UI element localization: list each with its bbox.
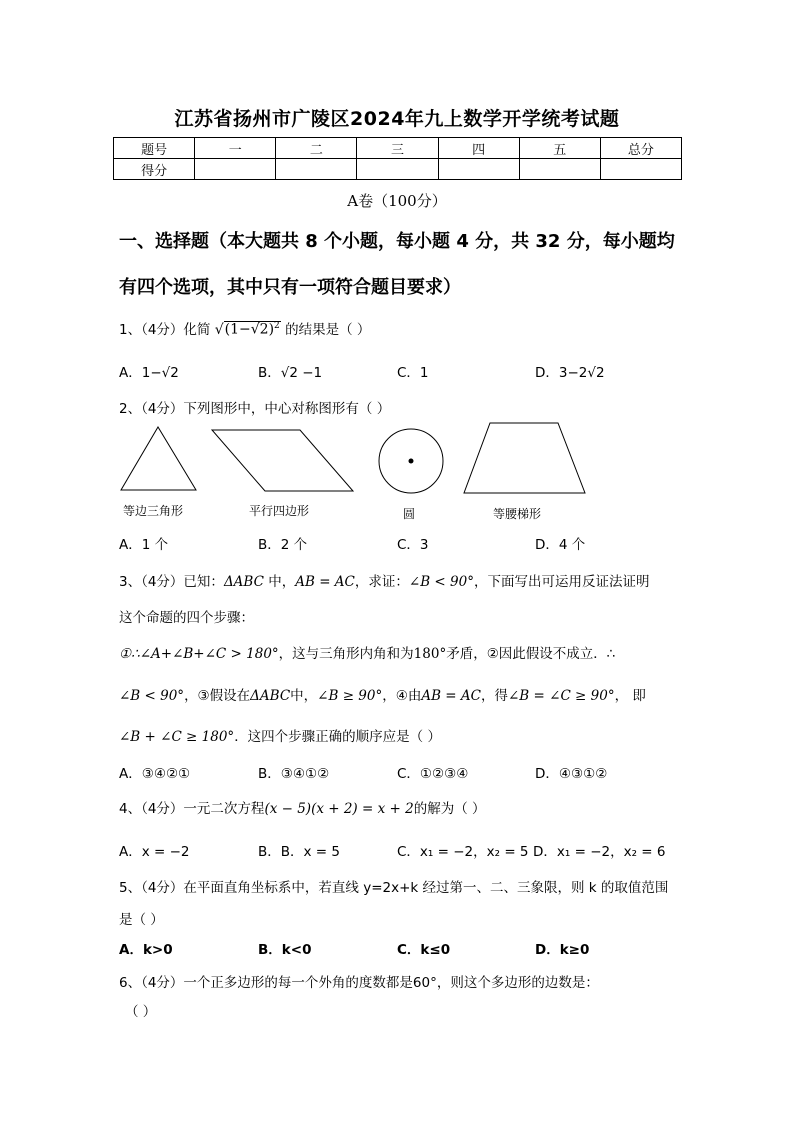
score-cell[interactable] — [600, 159, 681, 180]
question-3-line4 — [119, 684, 646, 704]
q3-text: ，这与三角形内角和为 — [278, 646, 414, 662]
q3-math: ①∴∠A+∠B+∠C > 180° — [119, 646, 279, 662]
q5-option-d[interactable]: D．k≥0 — [535, 942, 590, 958]
q3-text: ， 即 — [614, 688, 646, 704]
score-header-cell: 四 — [438, 138, 519, 159]
q2-option-d[interactable]: D．4 个 — [535, 537, 586, 553]
q3-text: ．这四个步骤正确的顺序应是（ ） — [234, 729, 441, 745]
q3-math: ∠B = ∠C ≥ 90° — [508, 688, 615, 704]
q3-text: 矛盾，②因此假设不成立．∴ — [446, 646, 616, 662]
score-cell[interactable] — [276, 159, 357, 180]
q1-option-b[interactable]: B．√2 −1 — [258, 365, 323, 381]
q3-text: ，下面写出可运用反证法证明 — [473, 574, 650, 590]
q3-text: ，④由 — [382, 688, 422, 704]
q3-option-b[interactable]: B．③④①② — [258, 766, 330, 782]
q1-radicand: (1−√2) — [224, 322, 275, 338]
parallelogram-figure — [212, 430, 353, 491]
q2-option-a[interactable]: A．1 个 — [119, 537, 169, 553]
q3-option-c[interactable]: C．①②③④ — [397, 766, 469, 782]
question-4-stem — [119, 797, 486, 817]
q5-option-b[interactable]: B．k<0 — [258, 942, 312, 958]
q1-prefix: 1、（4分）化简 — [119, 322, 211, 338]
question-3-line2: 这个命题的四个步骤： — [119, 610, 254, 626]
score-cell[interactable] — [438, 159, 519, 180]
figure-label-triangle: 等边三角形 — [123, 504, 184, 518]
score-header-cell: 五 — [519, 138, 600, 159]
question-3-line5 — [119, 725, 441, 745]
q1-exponent: 2 — [274, 321, 280, 332]
q3-text: 中， — [290, 688, 318, 704]
score-header-cell: 题号 — [114, 138, 195, 159]
isosceles-trapezoid-figure — [464, 423, 585, 493]
q3-option-a[interactable]: A．③④②① — [119, 766, 191, 782]
page-title: 江苏省扬州市广陵区2024年九上数学开学统考试题 — [174, 108, 620, 130]
question-1-stem — [119, 318, 370, 338]
q3-math: ΔABC — [250, 688, 291, 704]
score-header-cell: 二 — [276, 138, 357, 159]
q3-math: AB = AC — [421, 688, 481, 704]
q3-math: ∠B ≥ 90° — [317, 688, 383, 704]
score-header-cell: 三 — [357, 138, 438, 159]
q3-math: ∠B + ∠C ≥ 180° — [119, 729, 235, 745]
q2-figures — [110, 420, 610, 500]
score-table — [113, 137, 682, 180]
score-header-cell: 一 — [195, 138, 276, 159]
q3-math: 180° — [413, 646, 447, 662]
q5-option-c[interactable]: C．k≤0 — [397, 942, 451, 958]
score-row-label: 得分 — [114, 159, 195, 180]
q3-math: ∠B < 90° — [119, 688, 185, 704]
part1-heading-line2: 有四个选项，其中只有一项符合题目要求） — [119, 277, 461, 298]
q3-math: ΔABC — [223, 574, 264, 590]
q3-math: ∠B < 90° — [408, 574, 474, 590]
q4-math: (x − 5)(x + 2) = x + 2 — [264, 801, 414, 817]
q3-math: AB = AC — [295, 574, 355, 590]
question-2-stem: 2、（4分）下列图形中，中心对称图形有（ ） — [119, 401, 391, 417]
question-5-line1: 5、（4分）在平面直角坐标系中，若直线 y=2x+k 经过第一、二、三象限，则 k 的取值范围 — [119, 880, 669, 896]
figure-label-circle: 圆 — [403, 507, 416, 521]
q3-text: 中， — [263, 574, 296, 590]
q3-text: 3、（4分）已知： — [119, 574, 224, 590]
question-6-line2: （ ） — [125, 1004, 157, 1020]
score-table-score-row — [114, 159, 682, 180]
q4-text: 4、（4分）一元二次方程 — [119, 801, 265, 817]
equilateral-triangle-figure — [121, 427, 196, 490]
q3-text: ，得 — [481, 688, 508, 704]
q1-option-d[interactable]: D．3−2√2 — [535, 365, 605, 381]
circle-center-dot — [409, 459, 414, 464]
score-cell[interactable] — [519, 159, 600, 180]
q5-option-a[interactable]: A．k>0 — [119, 942, 173, 958]
section-heading: A卷（100分） — [347, 192, 447, 210]
question-3-line3 — [119, 642, 615, 662]
question-6-line1: 6、（4分）一个正多边形的每一个外角的度数都是60°，则这个多边形的边数是： — [119, 975, 599, 991]
q1-suffix: 的结果是（ ） — [285, 322, 371, 338]
figure-label-trapezoid: 等腰梯形 — [493, 507, 542, 521]
question-3-line1 — [119, 570, 649, 590]
question-5-line2: 是（ ） — [119, 912, 164, 928]
q3-text: ，求证： — [354, 574, 409, 590]
q4-option-d[interactable]: D．x₁ = −2，x₂ = 6 — [533, 844, 666, 860]
q2-option-b[interactable]: B．2 个 — [258, 537, 308, 553]
part1-heading-line1: 一、选择题（本大题共 8 个小题，每小题 4 分，共 32 分，每小题均 — [119, 231, 675, 252]
sqrt-expression: $√(1-√2)^2$ — [214, 321, 280, 338]
score-cell[interactable] — [195, 159, 276, 180]
score-table-header-row — [114, 138, 682, 159]
q1-option-a[interactable]: A．1−√2 — [119, 365, 179, 381]
figure-label-parallelogram: 平行四边形 — [249, 504, 310, 518]
q2-option-c[interactable]: C．3 — [397, 537, 429, 553]
q1-option-c[interactable]: C．1 — [397, 365, 429, 381]
q4-text: 的解为（ ） — [413, 801, 486, 817]
q3-text: ，③假设在 — [184, 688, 251, 704]
q4-option-b[interactable]: B．B．x = 5 — [258, 844, 340, 860]
score-cell[interactable] — [357, 159, 438, 180]
score-header-cell: 总分 — [600, 138, 681, 159]
q4-option-c[interactable]: C．x₁ = −2，x₂ = 5 — [397, 844, 529, 860]
q3-option-d[interactable]: D．④③①② — [535, 766, 608, 782]
q4-option-a[interactable]: A．x = −2 — [119, 844, 190, 860]
